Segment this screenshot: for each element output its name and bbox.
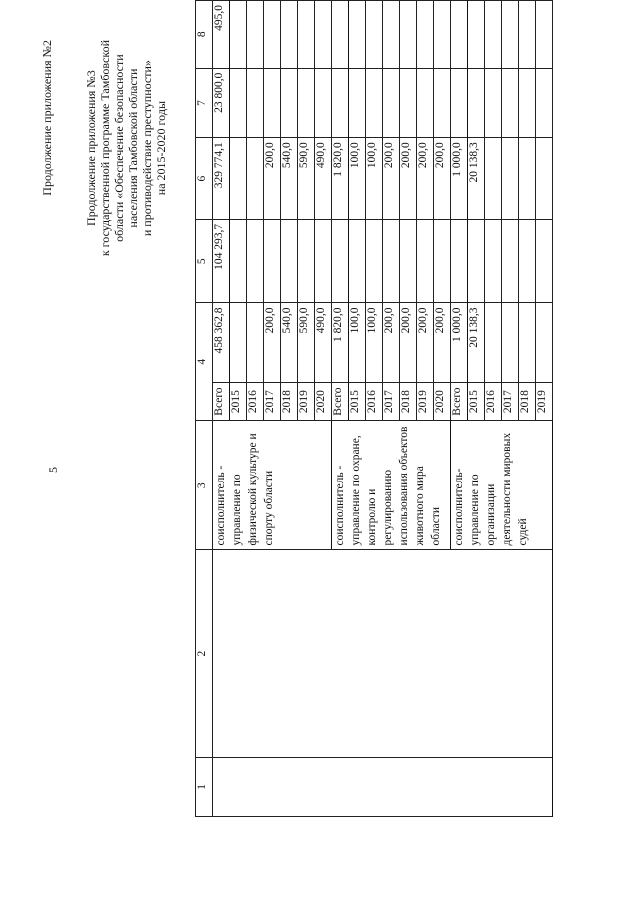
amount-cell-c5	[434, 219, 451, 303]
amount-cell-c4: 200,0	[400, 303, 417, 383]
amount-cell-c5	[383, 219, 400, 303]
amount-cell-c8	[298, 1, 315, 69]
amount-cell-c7	[247, 68, 264, 138]
amount-cell-c5	[281, 219, 298, 303]
executor-cell: соисполнитель - управление по физической культуре и спорту области	[213, 421, 332, 550]
appendix-heading-line: и противодействие преступности»	[140, 60, 154, 237]
year-cell: Всего	[451, 383, 468, 421]
amount-cell-c4: 100,0	[366, 303, 383, 383]
amount-cell-c4: 458 362,8	[213, 303, 230, 383]
amount-cell-c6	[485, 138, 502, 220]
amount-cell-c4	[485, 303, 502, 383]
amount-cell-c6: 590,0	[298, 138, 315, 220]
amount-cell-c6	[502, 138, 519, 220]
amount-cell-c6: 329 774,1	[213, 138, 230, 220]
amount-cell-c8	[247, 1, 264, 69]
amount-cell-c6: 490,0	[315, 138, 332, 220]
amount-cell-c8	[281, 1, 298, 69]
amount-cell-c4	[536, 303, 553, 383]
year-cell: 2016	[485, 383, 502, 421]
amount-cell-c6: 200,0	[434, 138, 451, 220]
amount-cell-c7	[264, 68, 281, 138]
appendix-heading-line: области «Обеспечение безопасности	[112, 54, 126, 242]
amount-cell-c7	[298, 68, 315, 138]
amount-cell-c7	[468, 68, 485, 138]
amount-cell-c8	[417, 1, 434, 69]
column-number: 3	[196, 421, 213, 550]
amount-cell-c5	[417, 219, 434, 303]
amount-cell-c8	[468, 1, 485, 69]
appendix-heading	[84, 40, 168, 256]
amount-cell-c4	[247, 303, 264, 383]
amount-cell-c5	[349, 219, 366, 303]
amount-cell-c8	[434, 1, 451, 69]
amount-cell-c6	[230, 138, 247, 220]
year-cell: 2016	[366, 383, 383, 421]
amount-cell-c7	[315, 68, 332, 138]
year-cell: 2019	[417, 383, 434, 421]
amount-cell-c7	[434, 68, 451, 138]
year-cell: 2020	[315, 383, 332, 421]
column-number-row	[196, 1, 213, 817]
amount-cell-c8	[485, 1, 502, 69]
amount-cell-c5	[502, 219, 519, 303]
column-number: 1	[196, 757, 213, 816]
amount-cell-c6: 100,0	[349, 138, 366, 220]
amount-cell-c4: 1 820,0	[332, 303, 349, 383]
amount-cell-c7	[417, 68, 434, 138]
amount-cell-c8: 495,0	[213, 1, 230, 69]
amount-cell-c7	[366, 68, 383, 138]
amount-cell-c5	[468, 219, 485, 303]
amount-cell-c4: 200,0	[264, 303, 281, 383]
amount-cell-c7	[536, 68, 553, 138]
amount-cell-c8	[536, 1, 553, 69]
amount-cell-c5	[400, 219, 417, 303]
amount-cell-c7: 23 800,0	[213, 68, 230, 138]
executor-cell: соисполнитель- управление по организации деятельности мировых судей	[451, 421, 553, 550]
amount-cell-c4: 540,0	[281, 303, 298, 383]
amount-cell-c4: 200,0	[434, 303, 451, 383]
amount-cell-c5	[315, 219, 332, 303]
amount-cell-c5	[366, 219, 383, 303]
amount-cell-c4: 1 000,0	[451, 303, 468, 383]
column-number: 4	[196, 303, 213, 421]
year-cell: Всего	[213, 383, 230, 421]
amount-cell-c5	[519, 219, 536, 303]
amount-cell-c8	[230, 1, 247, 69]
year-cell: 2018	[281, 383, 298, 421]
amount-cell-c7	[519, 68, 536, 138]
amount-cell-c6: 200,0	[400, 138, 417, 220]
amount-cell-c7	[485, 68, 502, 138]
amount-cell-c8	[519, 1, 536, 69]
amount-cell-c6: 540,0	[281, 138, 298, 220]
continuation-title: Продолжение приложения №2	[40, 40, 54, 196]
amount-cell-c4: 200,0	[417, 303, 434, 383]
amount-cell-c5: 104 293,7	[213, 219, 230, 303]
amount-cell-c5	[264, 219, 281, 303]
amount-cell-c5	[485, 219, 502, 303]
amount-cell-c8	[383, 1, 400, 69]
amount-cell-c7	[502, 68, 519, 138]
amount-cell-c4: 20 138,3	[468, 303, 485, 383]
amount-cell-c8	[332, 1, 349, 69]
year-cell: 2019	[298, 383, 315, 421]
amount-cell-c4	[230, 303, 247, 383]
year-cell: 2015	[349, 383, 366, 421]
amount-cell-c4: 100,0	[349, 303, 366, 383]
budget-table	[195, 0, 553, 817]
amount-cell-c7	[451, 68, 468, 138]
amount-cell-c6	[247, 138, 264, 220]
amount-cell-c6	[519, 138, 536, 220]
amount-cell-c5	[536, 219, 553, 303]
column-number: 6	[196, 138, 213, 220]
year-cell: Всего	[332, 383, 349, 421]
column-number: 8	[196, 1, 213, 69]
column-number: 5	[196, 219, 213, 303]
amount-cell-c5	[298, 219, 315, 303]
amount-cell-c5	[332, 219, 349, 303]
amount-cell-c7	[332, 68, 349, 138]
year-cell: 2018	[400, 383, 417, 421]
year-cell: 2017	[264, 383, 281, 421]
column-number: 7	[196, 68, 213, 138]
amount-cell-c4: 490,0	[315, 303, 332, 383]
year-cell: 2018	[519, 383, 536, 421]
amount-cell-c8	[366, 1, 383, 69]
appendix-heading-line: Продолжение приложения №3	[84, 70, 98, 226]
amount-cell-c8	[502, 1, 519, 69]
amount-cell-c4: 590,0	[298, 303, 315, 383]
amount-cell-c5	[230, 219, 247, 303]
amount-cell-c6: 1 000,0	[451, 138, 468, 220]
appendix-heading-line: на 2015-2020 годы	[154, 100, 168, 196]
amount-cell-c8	[400, 1, 417, 69]
amount-cell-c6: 20 138,3	[468, 138, 485, 220]
amount-cell-c5	[451, 219, 468, 303]
amount-cell-c6: 200,0	[417, 138, 434, 220]
year-cell: 2020	[434, 383, 451, 421]
amount-cell-c8	[315, 1, 332, 69]
amount-cell-c6: 200,0	[383, 138, 400, 220]
amount-cell-c7	[281, 68, 298, 138]
col-1-cell	[213, 757, 553, 816]
year-cell: 2015	[230, 383, 247, 421]
appendix-heading-line: населения Тамбовской области	[126, 68, 140, 228]
page-number: 5	[46, 467, 60, 473]
column-number: 2	[196, 550, 213, 757]
col-2-cell	[213, 550, 553, 757]
year-cell: 2015	[468, 383, 485, 421]
amount-cell-c6	[536, 138, 553, 220]
amount-cell-c4	[519, 303, 536, 383]
table-row	[213, 1, 230, 817]
amount-cell-c6: 1 820,0	[332, 138, 349, 220]
amount-cell-c6: 200,0	[264, 138, 281, 220]
amount-cell-c7	[349, 68, 366, 138]
year-cell: 2017	[383, 383, 400, 421]
amount-cell-c6: 100,0	[366, 138, 383, 220]
executor-cell: соисполнитель - управление по охране, контролю и регулированию использования объектов животного мира области	[332, 421, 451, 550]
amount-cell-c7	[400, 68, 417, 138]
amount-cell-c7	[383, 68, 400, 138]
appendix-heading-line: к государственной программе Тамбовской	[98, 40, 112, 257]
year-cell: 2019	[536, 383, 553, 421]
amount-cell-c4: 200,0	[383, 303, 400, 383]
amount-cell-c7	[230, 68, 247, 138]
amount-cell-c5	[247, 219, 264, 303]
year-cell: 2016	[247, 383, 264, 421]
amount-cell-c8	[349, 1, 366, 69]
year-cell: 2017	[502, 383, 519, 421]
amount-cell-c8	[264, 1, 281, 69]
amount-cell-c8	[451, 1, 468, 69]
amount-cell-c4	[502, 303, 519, 383]
